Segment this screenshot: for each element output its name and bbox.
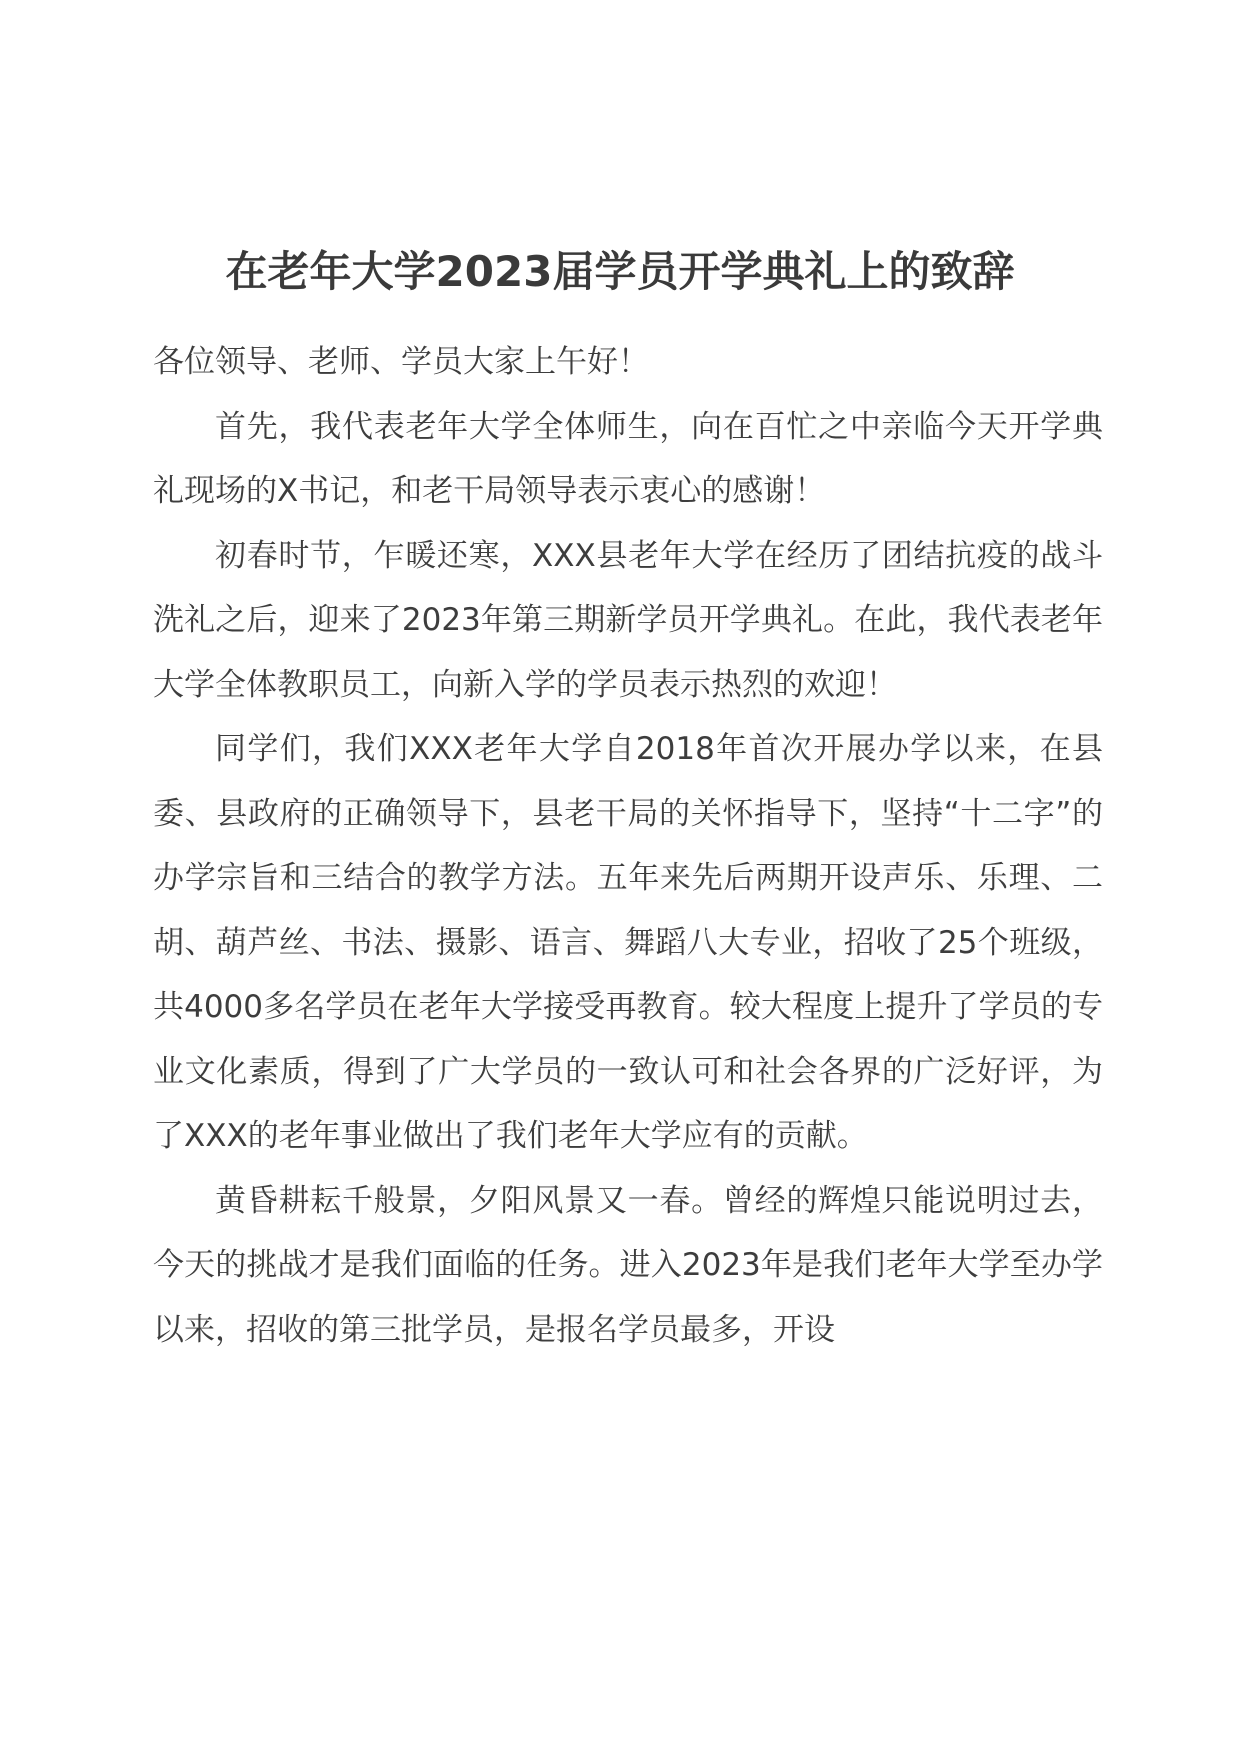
paragraph-history: 同学们，我们XXX老年大学自2018年首次开展办学以来，在县委、县政府的正确领导下，县老干局的关怀指导下，坚持“十二字”的办学宗旨和三结合的教学方法。五年来先后两期开设声乐、乐理、二胡、葫芦丝、书法、摄影、语言、舞蹈八大专业，招收了25个班级，共4000多名学员在老年大学接受再教育。较大程度上提升了学员的专业文化素质，得到了广大学员的一致认可和社会各界的广泛好评，为了XXX的老年事业做出了我们老年大学应有的贡献。 bbox=[153, 731, 1103, 1154]
paragraph-challenge: 黄昏耕耘千般景，夕阳风景又一春。曾经的辉煌只能说明过去，今天的挑战才是我们面临的任务。进入2023年是我们老年大学至办学以来，招收的第三批学员，是报名学员最多，开设 bbox=[153, 1182, 1103, 1348]
document-body bbox=[153, 330, 1103, 1362]
salutation: 各位领导、老师、学员大家上午好！ bbox=[153, 344, 649, 380]
document-title: 在老年大学2023届学员开学典礼上的致辞 bbox=[225, 247, 1015, 296]
paragraph-welcome: 初春时节，乍暖还寒，XXX县老年大学在经历了团结抗疫的战斗洗礼之后，迎来了2023年第三期新学员开学典礼。在此，我代表老年大学全体教职员工，向新入学的学员表示热烈的欢迎！ bbox=[153, 537, 1103, 703]
paragraph-thanks: 首先，我代表老年大学全体师生，向在百忙之中亲临今天开学典礼现场的X书记，和老干局领导表示衷心的感谢！ bbox=[153, 408, 1103, 509]
